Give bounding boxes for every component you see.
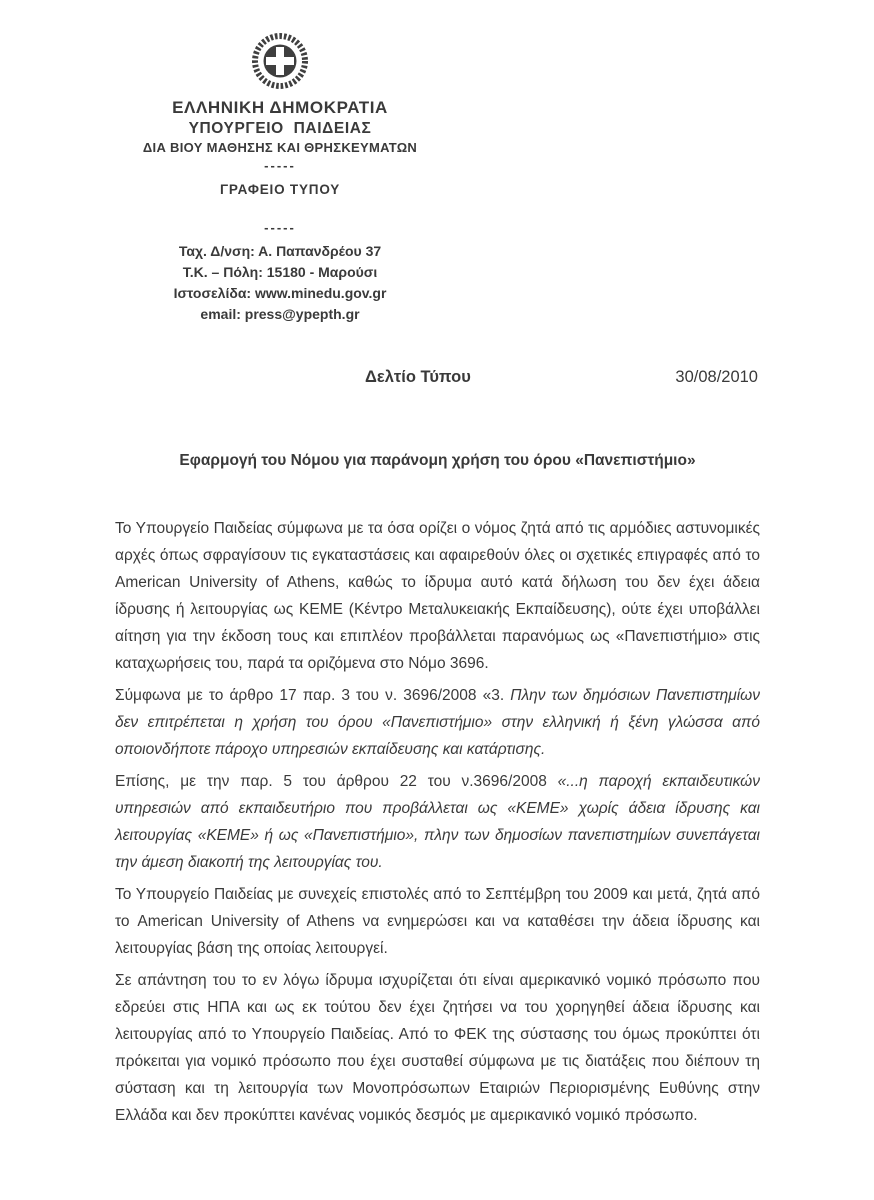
paragraph — [115, 682, 760, 763]
paragraph — [115, 768, 760, 876]
contact-email: email: press@ypepth.gr — [200, 306, 360, 322]
doc-type-label: Δελτίο Τύπου — [365, 368, 471, 386]
meta-row — [115, 368, 760, 392]
document-title: Εφαρμογή του Νόμου για παράνομη χρήση του όρου «Πανεπιστήμιο» — [179, 452, 696, 469]
paragraph — [115, 967, 760, 1129]
paragraph — [115, 515, 760, 677]
letterhead-separator: ----- — [264, 158, 296, 173]
paragraph-run: Επίσης, με την παρ. 5 του άρθρου 22 του ν.3696/2008 — [115, 773, 558, 790]
contact-postal-city: Τ.Κ. – Πόλη: 15180 - Μαρούσι — [182, 264, 378, 280]
letterhead-contact-block — [115, 241, 445, 325]
contact-website: Ιστοσελίδα: www.minedu.gov.gr — [173, 285, 387, 301]
letterhead-line-republic: ΕΛΛΗΝΙΚΗ ΔΗΜΟΚΡΑΤΙΑ — [172, 98, 388, 117]
paragraph-run: Το Υπουργείο Παιδείας σύμφωνα με τα όσα ορίζει ο νόμος ζητά από τις αρμόδιες αστυνομικές αρχές όπως σφραγίσουν τις εγκαταστάσεις και αφαιρεθούν όλες οι σχετικές επιγραφές από το American University of Athens, καθώς το ίδρυμα αυτό κατά δήλωση του δεν έχει άδεια ίδρυσης ή λειτουργίας ως ΚΕΜΕ (Κέντρο Μεταλυκειακής Εκπαίδευσης), ούτε έχει υποβάλλει αίτηση για την έκδοση τους και επιπλέον προβάλλεται παρανόμως ως «Πανεπιστήμιο» στις καταχωρήσεις του, παρά τα οριζόμενα στο Νόμο 3696. — [115, 520, 760, 672]
letterhead-separator: ----- — [264, 220, 296, 235]
document-body — [115, 515, 760, 1134]
paragraph-run-italic: «...η παροχή εκπαιδευτικών υπηρεσιών από εκπαιδευτήριο που προβάλλεται ως «ΚΕΜΕ» χωρίς άδεια ίδρυσης και λειτουργίας «ΚΕΜΕ» ή ως «Πανεπιστήμιο», πλην των δημοσίων πανεπιστημίων συνεπάγεται την άμεση διακοπή της λειτουργίας του. — [115, 773, 760, 871]
contact-address: Ταχ. Δ/νση: Α. Παπανδρέου 37 — [178, 243, 382, 259]
paragraph — [115, 881, 760, 962]
letterhead-line-department: ΔΙΑ ΒΙΟΥ ΜΑΘΗΣΗΣ ΚΑΙ ΘΡΗΣΚΕΥΜΑΤΩΝ — [142, 140, 418, 155]
paragraph-run: Το Υπουργείο Παιδείας με συνεχείς επιστολές από το Σεπτέμβρη του 2009 και μετά, ζητά από το American University of Athens να ενημερώσει και να καταθέσει την άδεια ίδρυσης και λειτουργίας βάση της οποίας λειτουργεί. — [115, 886, 760, 957]
letterhead-line-ministry: ΥΠΟΥΡΓΕΙΟ ΠΑΙΔΕΙΑΣ — [188, 120, 372, 137]
paragraph-run: Σύμφωνα με το άρθρο 17 παρ. 3 του ν. 3696/2008 «3. — [115, 687, 511, 704]
paragraph-run: Σε απάντηση του το εν λόγω ίδρυμα ισχυρίζεται ότι είναι αμερικανικό νομικό πρόσωπο που εδρεύει στις ΗΠΑ και ως εκ τούτου δεν έχει ζητήσει να του χορηγηθεί άδεια ίδρυσης και λειτουργίας από το Υπουργείο Παιδείας. Από το ΦΕΚ της σύστασης του όμως προκύπτει ότι πρόκειται για νομικό πρόσωπο που έχει συσταθεί σύμφωνα με τις διατάξεις που διέπουν τη σύσταση και τη λειτουργία των Μονοπρόσωπων Εταιριών Περιορισμένης Ευθύνης στην Ελλάδα και δεν προκύπτει κανένας νομικός δεσμός με αμερικανικό νομικό πρόσωπο. — [115, 972, 760, 1124]
letterhead-press-office: ΓΡΑΦΕΙΟ ΤΥΠΟΥ — [219, 182, 341, 197]
doc-date: 30/08/2010 — [675, 368, 758, 386]
paragraph-run-italic: Πλην των δημόσιων Πανεπιστημίων δεν επιτρέπεται η χρήση του όρου «Πανεπιστήμιο» στην ελληνική ή ξένη γλώσσα από οποιονδήποτε πάροχο υπηρεσιών εκπαίδευσης και κατάρτισης. — [115, 687, 760, 758]
letterhead — [115, 30, 445, 325]
greek-republic-emblem-icon — [250, 30, 310, 92]
